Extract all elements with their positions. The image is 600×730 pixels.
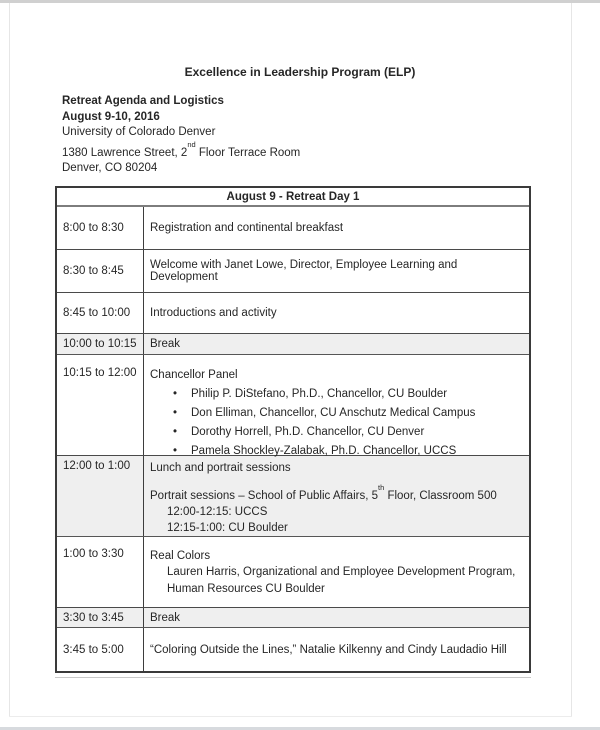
activity-title: Chancellor Panel (150, 369, 238, 381)
address-superscript: nd (187, 139, 196, 149)
agenda-time: 12:00 to 1:00 (57, 456, 144, 536)
agenda-row-registration (57, 207, 529, 250)
panelist-item: • Don Elliman, Chancellor, CU Anschutz Medical Campus (150, 405, 525, 421)
agenda-activity (144, 456, 529, 536)
activity-title: Real Colors (150, 550, 211, 562)
facilitator-line: Lauren Harris, Organizational and Employee Development Program, (167, 566, 516, 578)
agenda-time: 10:00 to 10:15 (57, 334, 144, 354)
agenda-row-chancellor-panel (57, 355, 529, 456)
portrait-text: Portrait sessions – School of Public Affairs, 5 (150, 489, 378, 502)
portrait-schedule-item: 12:15-1:00: CU Boulder (167, 522, 288, 535)
portrait-superscript: th (377, 483, 385, 492)
page-edge-bottom (9, 716, 572, 717)
address-text: 1380 Lawrence Street, 2 (62, 146, 188, 159)
agenda-day-header: August 9 - Retreat Day 1 (57, 188, 529, 207)
agenda-table (55, 186, 531, 673)
agenda-activity: Introductions and activity (150, 307, 277, 319)
agenda-row-introductions (57, 293, 529, 334)
portrait-sessions-block (150, 484, 525, 537)
agenda-activity: Break (150, 338, 181, 350)
activity-title: Lunch and portrait sessions (150, 462, 291, 474)
agenda-time: 8:45 to 10:00 (57, 293, 144, 333)
agenda-time: 8:00 to 8:30 (57, 207, 144, 249)
agenda-row-break-am (57, 334, 529, 355)
address-text-cont: Floor Terrace Room (195, 146, 301, 159)
agenda-row-real-colors (57, 537, 529, 608)
facilitator-line: Human Resources CU Boulder (167, 582, 325, 595)
panelist-item: • Dorothy Horrell, Ph.D. Chancellor, CU Denver (150, 424, 525, 440)
agenda-row-break-pm (57, 608, 529, 628)
header-address (62, 141, 482, 161)
document-title: Excellence in Leadership Program (ELP) (184, 65, 416, 79)
portrait-text-cont: Floor, Classroom 500 (384, 489, 497, 502)
agenda-row-coloring (57, 628, 529, 671)
portrait-schedule-item: 12:00-12:15: UCCS (167, 505, 268, 518)
agenda-row-lunch-portraits (57, 456, 529, 537)
page-edge-left (9, 3, 10, 717)
agenda-time: 1:00 to 3:30 (57, 537, 144, 607)
agenda-time: 3:45 to 5:00 (57, 628, 144, 671)
agenda-activity: Break (150, 611, 181, 624)
document-header-block (62, 94, 482, 176)
page-edge-top (0, 0, 600, 3)
agenda-activity: Welcome with Janet Lowe, Director, Employee Learning and Development (150, 259, 458, 283)
page-edge-right (571, 3, 572, 717)
header-city: Denver, CO 80204 (62, 161, 158, 174)
agenda-activity: “Coloring Outside the Lines,” Natalie Kilkenny and Cindy Laudadio Hill (150, 643, 507, 656)
header-subtitle: Retreat Agenda and Logistics (62, 95, 224, 107)
panelist-item: • Pamela Shockley-Zalabak, Ph.D. Chancellor, UCCS (150, 443, 525, 459)
agenda-activity (144, 537, 529, 607)
agenda-activity: Registration and continental breakfast (150, 222, 344, 234)
agenda-time: 8:30 to 8:45 (57, 250, 144, 292)
header-organization: University of Colorado Denver (62, 126, 216, 138)
agenda-row-welcome (57, 250, 529, 293)
portrait-location (150, 484, 525, 504)
agenda-time: 3:30 to 3:45 (57, 608, 144, 627)
agenda-activity (144, 355, 529, 455)
agenda-time: 10:15 to 12:00 (57, 355, 144, 455)
panelist-item: • Philip P. DiStefano, Ph.D., Chancellor, CU Boulder (150, 386, 525, 402)
header-dates: August 9-10, 2016 (62, 110, 160, 123)
table-shadow-line (55, 677, 531, 678)
